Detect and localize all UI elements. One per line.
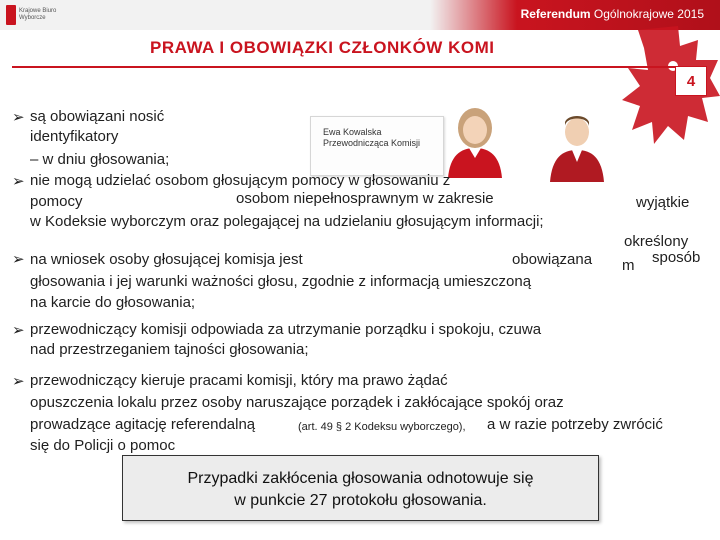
note-box bbox=[122, 455, 599, 521]
bullet-4-line-1: przewodniczący komisji odpowiada za utrzymanie porządku i spokoju, czuwa bbox=[30, 321, 542, 338]
bullet-3-line-1c: m bbox=[622, 257, 635, 274]
badge-name: Ewa Kowalska bbox=[323, 127, 382, 137]
bullet-5-line-3c: a w razie potrzeby zwrócić bbox=[487, 416, 663, 433]
bullet-1-line-2: identyfikatory bbox=[30, 128, 119, 145]
bullet-4-line-2: nad przestrzeganiem tajności głosowania; bbox=[30, 341, 309, 358]
person-icon bbox=[442, 104, 508, 178]
bullet-2-line-2b: osobom niepełnosprawnym w zakresie bbox=[236, 190, 494, 207]
logo-text: Krajowe Biuro Wyborcze bbox=[19, 8, 57, 21]
bullet-2-line-2a: pomocy bbox=[30, 193, 83, 210]
logo bbox=[6, 3, 60, 27]
id-badge bbox=[310, 116, 444, 176]
bullet-2-line-3: w Kodeksie wyborczym oraz polegającej na udzielaniu głosującym informacji; bbox=[30, 213, 544, 230]
bullet-5-line-3b: (art. 49 § 2 Kodeksu wyborczego), bbox=[298, 421, 466, 433]
bullet-2-line-1: nie mogą udzielać osobom głosującym pomocy w głosowaniu z bbox=[30, 172, 451, 189]
bullet-arrow-icon: ➢ bbox=[12, 373, 25, 390]
bullet-5-line-4: się do Policji o pomoc bbox=[30, 437, 176, 454]
brand-bold: Referendum bbox=[520, 7, 591, 21]
note-line-2: w punkcie 27 protokołu głosowania. bbox=[234, 492, 487, 509]
header-bar bbox=[0, 0, 720, 30]
bullet-arrow-icon: ➢ bbox=[12, 322, 25, 339]
title-rule bbox=[12, 66, 707, 68]
bullet-2-line-2c: wyjątkie bbox=[636, 194, 690, 211]
page-number: 4 bbox=[675, 66, 707, 96]
bullet-3-line-1a: na wniosek osoby głosującej komisja jest bbox=[30, 251, 303, 268]
bullet-3-line-2: głosowania i jej warunki ważności głosu, zgodnie z informacją umieszczoną bbox=[30, 273, 532, 290]
logo-mark-icon bbox=[6, 5, 16, 25]
person-icon bbox=[548, 112, 606, 182]
bullet-arrow-icon: ➢ bbox=[12, 173, 25, 190]
brand-title bbox=[521, 7, 704, 21]
bullet-1-line-3: – w dniu głosowania; bbox=[30, 151, 170, 168]
bullet-arrow-icon: ➢ bbox=[12, 109, 25, 126]
bullet-5-line-3a: prowadzące agitację referendalną bbox=[30, 416, 256, 433]
bullet-3-line-1b: obowiązana bbox=[512, 251, 593, 268]
bullet-3-line-1d: sposób bbox=[652, 249, 701, 266]
badge-role: Przewodnicząca Komisji bbox=[323, 138, 421, 148]
slide-title: PRAWA I OBOWIĄZKI CZŁONKÓW KOMI bbox=[150, 38, 495, 57]
note-line-1: Przypadki zakłócenia głosowania odnotowuje się bbox=[187, 470, 534, 487]
bullet-5-line-1: przewodniczący kieruje pracami komisji, który ma prawo żądać bbox=[30, 372, 448, 389]
brand-rest: Ogólnokrajowe 2015 bbox=[590, 7, 704, 21]
bullet-3-line-3: na karcie do głosowania; bbox=[30, 294, 196, 311]
bullet-1-line-1: są obowiązani nosić bbox=[30, 108, 165, 125]
bullet-arrow-icon: ➢ bbox=[12, 251, 25, 268]
bullet-5-line-2: opuszczenia lokalu przez osoby naruszające porządek i zakłócające spokój oraz bbox=[30, 394, 564, 411]
bullet-3-line-0: określony bbox=[624, 233, 689, 250]
